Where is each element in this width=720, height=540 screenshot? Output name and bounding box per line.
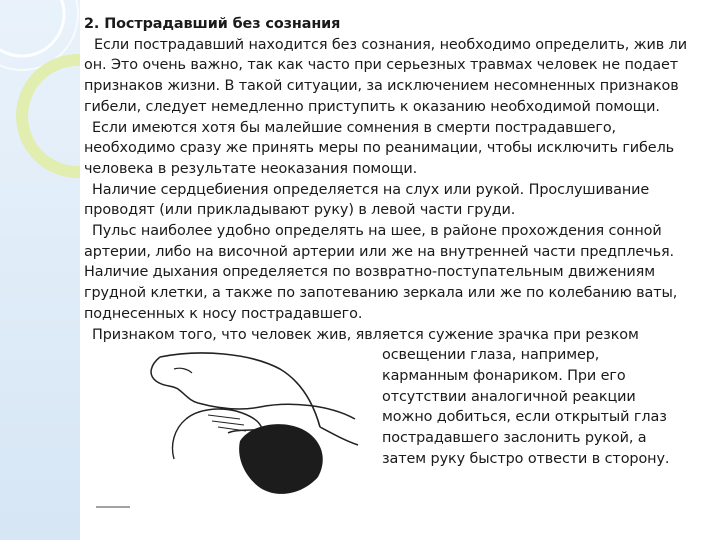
side-line: пострадавшего заслонить рукой, а: [382, 430, 647, 447]
side-line: отсутствии аналогичной реакции: [382, 388, 636, 405]
paragraph-pulse-breathing: Пульс наиболее удобно определять на шее, в районе прохождения сонной артерии, либо на височной артерии или же на внутренней части предплечья. Наличие дыхания определяется по возвратно-поступательным движениям грудной клетки, а также по запотеванию зеркала или же по колебанию ваты, поднесенных к носу пострадавшего.: [84, 223, 678, 322]
side-line: можно добиться, если открытый глаз: [382, 409, 667, 426]
paragraph-unconscious: Если пострадавший находится без сознания, необходимо определить, жив ли он. Это очень важно, так как часто при серьезных травмах человек не подает признаков жизни. В такой ситуации, за исключением несомненных признаков гибели, следует немедленно приступить к оказанию необходимой помощи.: [84, 36, 687, 115]
side-text-block: [382, 345, 702, 469]
page-title: 2. Пострадавший без сознания: [84, 16, 341, 32]
side-line: затем руку быстро отвести в сторону.: [382, 450, 670, 467]
pulse-check-on-neck-illustration: [90, 349, 360, 519]
side-line: освещении глаза, например,: [382, 347, 600, 364]
slide-content: [84, 14, 704, 515]
paragraph-resuscitation: Если имеются хотя бы малейшие сомнения в смерти пострадавшего, необходимо сразу же принять меры по реанимации, чтобы исключить гибель человека в результате неоказания помощи.: [84, 119, 675, 177]
paragraph-pupil: Признаком того, что человек жив, является сужение зрачка при резком: [92, 326, 639, 343]
paragraph-heartbeat: Наличие сердцебиения определяется на слух или рукой. Прослушивание проводят (или прикладывают руку) в левой части груди.: [84, 181, 650, 219]
decorative-rings: [0, 0, 80, 540]
side-line: карманным фонариком. При его: [382, 367, 626, 384]
bottom-row: [84, 345, 704, 515]
